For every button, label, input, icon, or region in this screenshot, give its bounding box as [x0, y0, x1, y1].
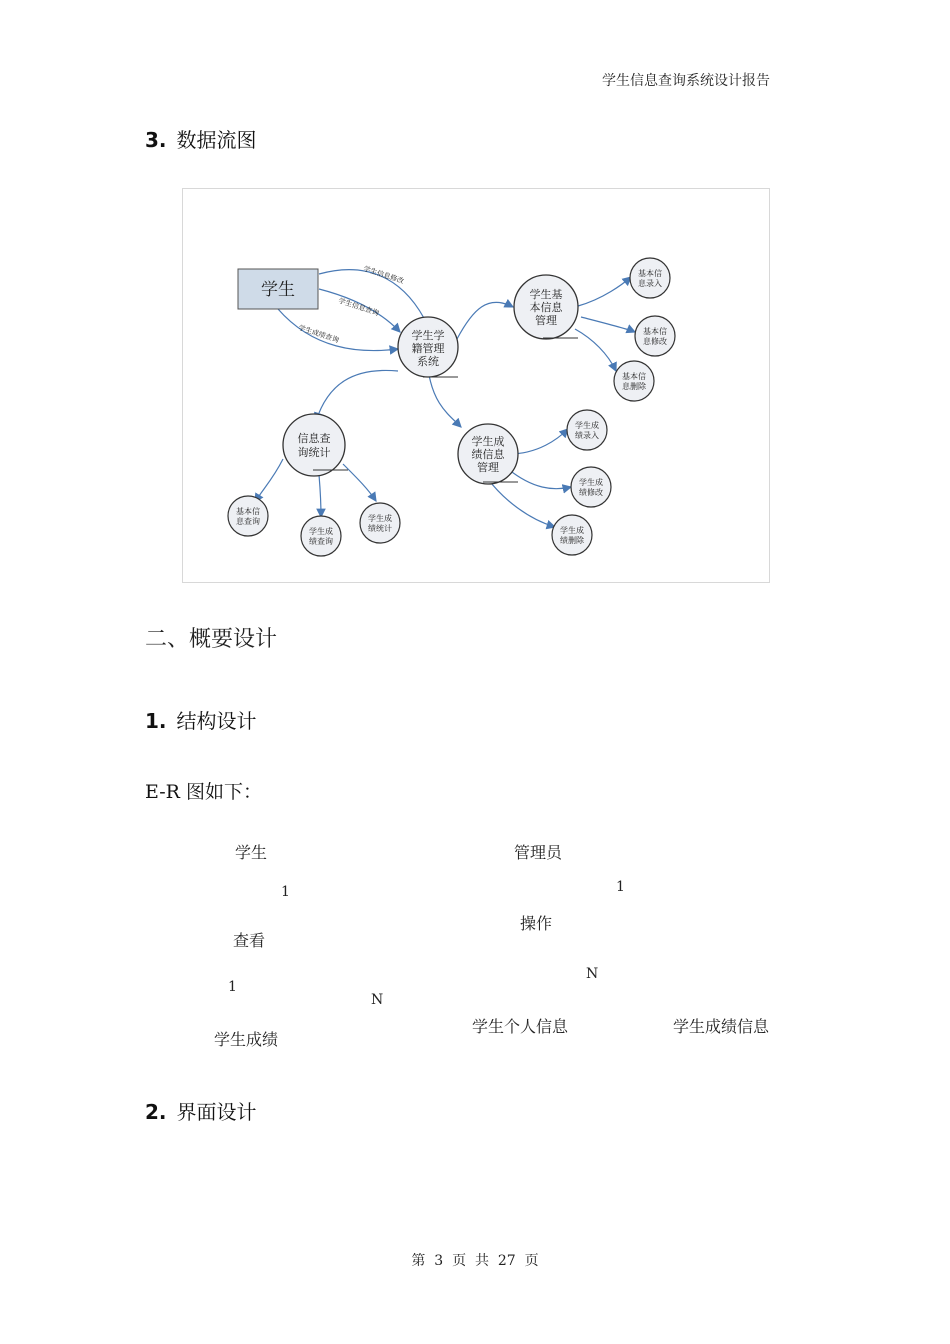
section-title: 数据流图 — [176, 128, 257, 152]
flow-arrow — [316, 370, 398, 421]
er-cardinality: 1 — [281, 884, 290, 900]
er-cardinality: 1 — [616, 879, 625, 895]
er-entity-grade-info: 学生成绩信息 — [673, 1017, 770, 1036]
process-node — [567, 410, 607, 450]
page-footer: 第 3 页 共 27 页 — [411, 1253, 539, 1269]
section-number: 1. — [145, 709, 167, 733]
section-number: 3. — [145, 128, 167, 152]
section-number: 2. — [145, 1100, 167, 1124]
process-node-label: 基本信 — [622, 372, 646, 381]
process-node-label: 学生基 — [529, 288, 563, 301]
er-entity-personal-info: 学生个人信息 — [472, 1017, 569, 1036]
process-node — [228, 496, 268, 536]
process-node-label: 学生成 — [575, 421, 599, 430]
process-node-label: 绩统计 — [368, 524, 392, 533]
chapter-heading: 二、概要设计 — [145, 627, 278, 652]
process-node — [301, 516, 341, 556]
process-node-label: 学生成 — [368, 514, 392, 523]
er-relation-view: 查看 — [233, 931, 266, 950]
process-node — [552, 515, 592, 555]
process-node-label: 绩信息 — [471, 448, 505, 461]
flow-label: 学生成绩查询 — [297, 323, 340, 345]
process-node-label: 息删除 — [622, 382, 646, 391]
process-node-label: 管理 — [535, 314, 557, 327]
section-heading-interface — [145, 1096, 257, 1125]
process-node-label: 管理 — [477, 461, 499, 474]
process-node — [630, 258, 670, 298]
process-node — [283, 414, 345, 476]
flow-arrow — [578, 277, 631, 306]
section-title: 界面设计 — [176, 1100, 257, 1124]
process-node-label: 本信息 — [529, 301, 563, 314]
process-node-label: 籍管理 — [411, 342, 445, 355]
flow-arrow — [428, 369, 461, 427]
process-node-label: 信息查 — [297, 432, 331, 445]
process-node-label: 绩查询 — [309, 537, 333, 546]
process-node-label: 学生成 — [560, 526, 584, 535]
process-node-label: 学生学 — [411, 329, 445, 342]
process-node-label: 询统计 — [297, 446, 331, 459]
process-node-label: 学生成 — [309, 527, 333, 536]
process-node — [360, 503, 400, 543]
er-entity-student: 学生 — [235, 843, 268, 862]
process-node-label: 学生成 — [471, 435, 505, 448]
flow-arrow — [319, 270, 428, 326]
process-node — [635, 316, 675, 356]
flow-label: 学生信息修改 — [362, 264, 405, 286]
process-node-label: 息查询 — [236, 517, 260, 526]
er-entity-grades: 学生成绩 — [214, 1030, 279, 1049]
process-node — [571, 467, 611, 507]
flow-arrow — [508, 469, 571, 489]
process-node-label: 绩录入 — [575, 431, 599, 440]
process-node-label: 系统 — [417, 355, 439, 368]
data-flow-diagram — [182, 188, 770, 583]
process-node-label: 基本信 — [236, 507, 260, 516]
section-heading-data-flow — [145, 124, 257, 153]
er-cardinality: N — [586, 966, 599, 982]
flow-arrow — [581, 317, 635, 332]
process-node — [614, 361, 654, 401]
flow-label: 学生信息查询 — [337, 296, 380, 318]
er-relation-operate: 操作 — [520, 914, 553, 933]
process-node-label: 绩修改 — [579, 488, 603, 497]
section-title: 结构设计 — [176, 709, 257, 733]
process-node-label: 基本信 — [638, 269, 662, 278]
flow-arrow — [488, 479, 555, 527]
er-entity-admin: 管理员 — [514, 843, 563, 862]
process-node-label: 息录入 — [638, 279, 662, 288]
er-cardinality: 1 — [228, 979, 237, 995]
flow-arrow — [457, 302, 513, 339]
flow-arrow — [575, 329, 616, 371]
source-entity-label: 学生 — [261, 280, 295, 300]
er-cardinality: N — [371, 992, 384, 1008]
flow-arrow — [255, 459, 283, 502]
process-node-label: 息修改 — [643, 337, 667, 346]
er-intro-text: E-R 图如下： — [145, 781, 262, 803]
process-node-label: 绩删除 — [560, 536, 584, 545]
process-node-label: 学生成 — [579, 478, 603, 487]
process-node-label: 基本信 — [643, 327, 667, 336]
section-heading-structure — [145, 705, 257, 734]
page-header: 学生信息查询系统设计报告 — [602, 73, 770, 89]
